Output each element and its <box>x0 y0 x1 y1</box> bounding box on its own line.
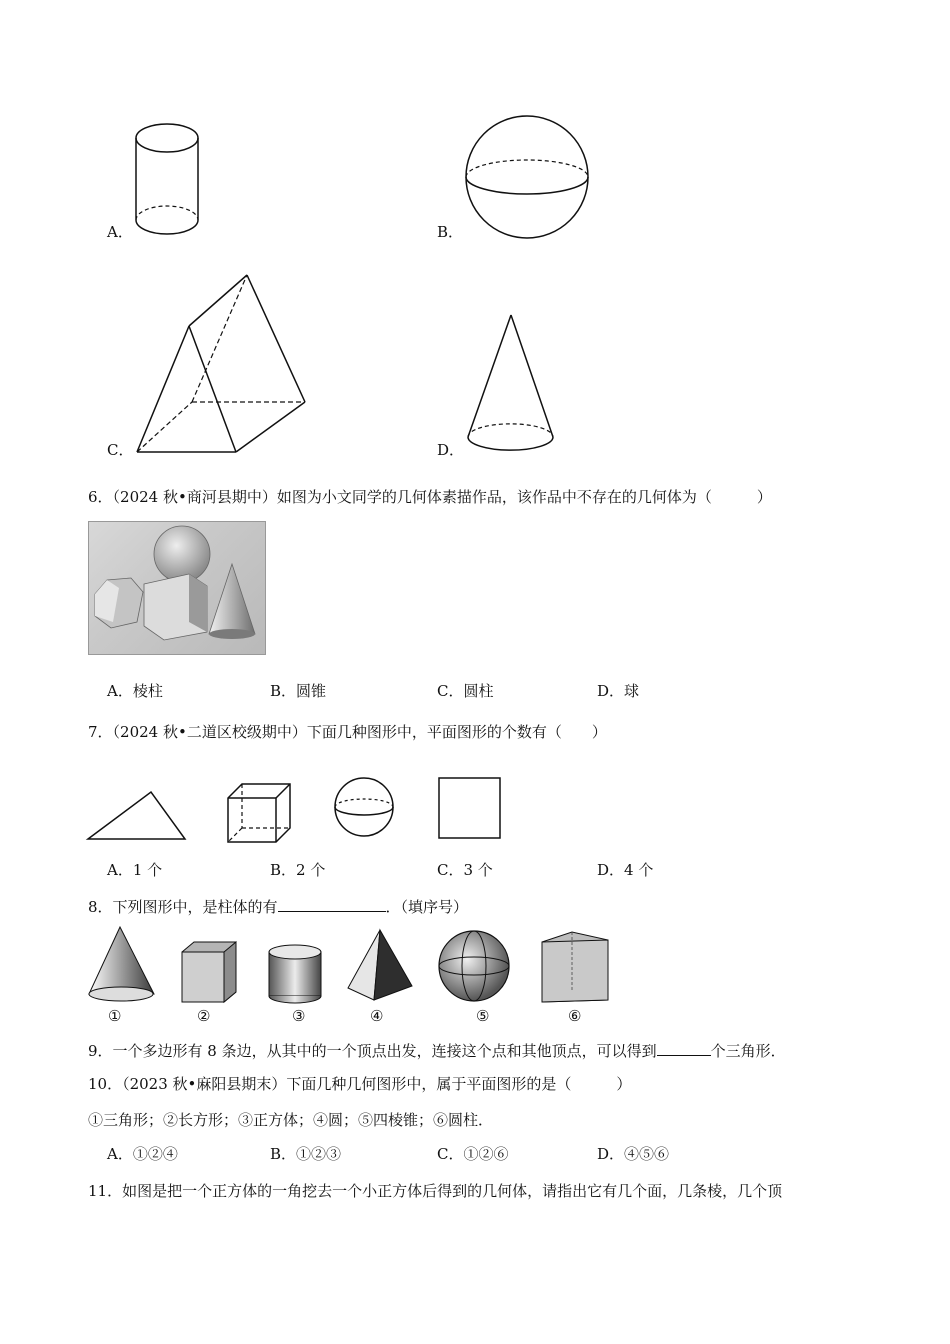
q9-stem-after: 个三角形． <box>710 1042 786 1060</box>
ball-figure <box>333 774 395 840</box>
sketch-drawing <box>89 522 265 654</box>
q9-stem-before: 9．一个多边形有 8 条边，从其中的一个顶点出发，连接这个点和其他顶点，可以得到 <box>88 1042 657 1060</box>
q8-shape-cone <box>86 924 158 1006</box>
cone-figure <box>464 312 559 457</box>
q9-answer-blank[interactable] <box>657 1040 711 1056</box>
triangle-figure <box>86 790 188 842</box>
q6-option-a: A．棱柱 <box>107 682 163 700</box>
q10-option-d: D．④⑤⑥ <box>597 1145 670 1163</box>
question-10-stem: 10．（2023 秋•麻阳县期末）下面几种几何图形中，属于平面图形的是（ ） <box>88 1075 632 1093</box>
q8-label-2: ② <box>197 1007 211 1025</box>
triangular-prism-figure <box>134 272 309 457</box>
q5-option-c-label: C． <box>107 441 134 459</box>
q8-label-1: ① <box>108 1007 122 1025</box>
q8-answer-blank[interactable] <box>278 896 386 912</box>
q7-option-a: A．1 个 <box>107 861 163 879</box>
q8-shape-pyramid <box>344 928 416 1006</box>
q8-label-6: ⑥ <box>568 1007 582 1025</box>
question-6-stem: 6．（2024 秋•商河县期中）如图为小文同学的几何体素描作品，该作品中不存在的几何体为（ ） <box>88 488 772 506</box>
q8-stem-after: ．（填序号） <box>385 898 469 916</box>
q8-label-3: ③ <box>292 1007 306 1025</box>
q7-option-c: C．3 个 <box>437 861 493 879</box>
q10-option-b: B．①②③ <box>270 1145 342 1163</box>
q8-shape-cube <box>180 940 240 1006</box>
q6-option-c: C．圆柱 <box>437 682 494 700</box>
question-8-stem <box>88 896 468 917</box>
square-figure <box>437 776 503 840</box>
question-7-stem: 7．（2024 秋•二道区校级期中）下面几种图形中，平面图形的个数有（ ） <box>88 723 607 741</box>
question-9-stem <box>88 1040 786 1061</box>
q8-label-4: ④ <box>370 1007 384 1025</box>
q8-shape-sphere <box>436 928 514 1006</box>
q5-option-d-label: D． <box>437 441 465 459</box>
cube-figure <box>226 782 294 844</box>
q6-option-b: B．圆锥 <box>270 682 327 700</box>
q7-option-d: D．4 个 <box>597 861 654 879</box>
q8-shape-cylinder <box>266 942 326 1006</box>
q8-shape-prism <box>540 930 612 1008</box>
q8-stem-before: 8．下列图形中，是柱体的有 <box>88 898 278 916</box>
q6-option-d: D．球 <box>597 682 640 700</box>
q8-label-5: ⑤ <box>476 1007 490 1025</box>
cylinder-figure <box>130 118 210 238</box>
question-10-list: ①三角形；②长方形；③正方体；④圆；⑤四棱锥；⑥圆柱． <box>88 1111 494 1129</box>
q10-option-c: C．①②⑥ <box>437 1145 509 1163</box>
q5-option-a-label: A． <box>107 223 133 241</box>
q5-option-b-label: B． <box>437 223 464 241</box>
sketch-photo <box>88 521 266 655</box>
sphere-figure <box>464 115 594 241</box>
question-11-stem: 11．如图是把一个正方体的一角挖去一个小正方体后得到的几何体，请指出它有几个面，几条棱，几个顶 <box>88 1182 783 1200</box>
q10-option-a: A．①②④ <box>107 1145 178 1163</box>
q7-option-b: B．2 个 <box>270 861 326 879</box>
